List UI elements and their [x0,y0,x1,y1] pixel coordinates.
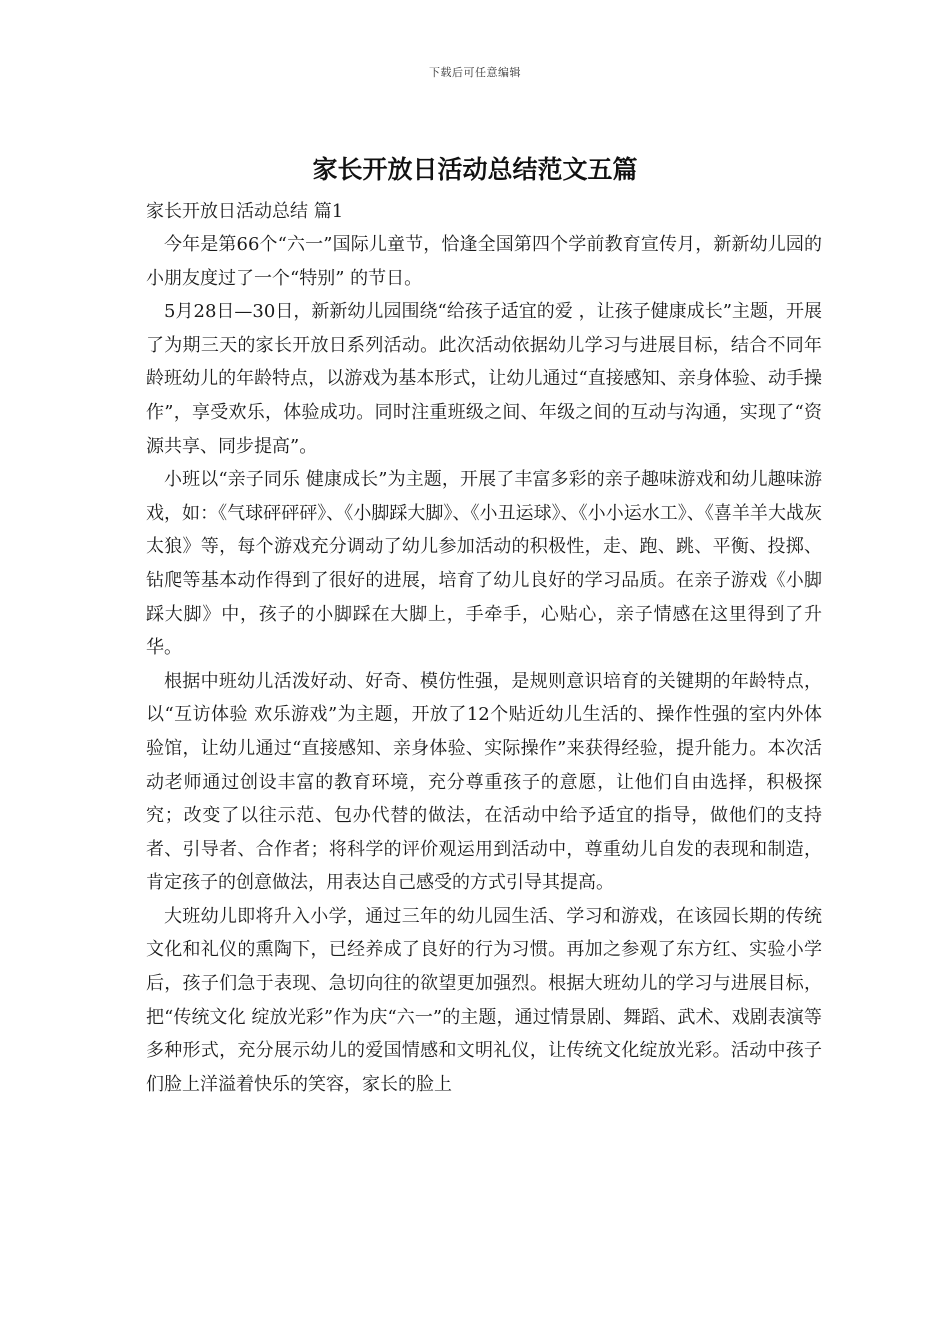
paragraph: 5月28日—30日，新新幼儿园围绕“给孩子适宜的爱 ，让孩子健康成长”主题，开展了为期三天的家长开放日系列活动。此次活动依据幼儿学习与进展目标，结合不同年龄班幼儿的年龄特点，以游戏为基本形式，让幼儿通过“直接感知、亲身体验、动手操作”，享受欢乐，体验成功。同时注重班级之间、年级之间的互动与沟通，实现了“资源共享、同步提高”。 [146,301,822,457]
paragraph: 今年是第66个“六一”国际儿童节，恰逢全国第四个学前教育宣传月，新新幼儿园的小朋友度过了一个“特别” 的节日。 [146,234,822,289]
paragraph: 根据中班幼儿活泼好动、好奇、模仿性强，是规则意识培育的关键期的年龄特点，以“互访体验 欢乐游戏”为主题，开放了12个贴近幼儿生活的、操作性强的室内外体验馆，让幼儿通过“直接感知、亲身体验、实际操作”来获得经验，提升能力。本次活动老师通过创设丰富的教育环境，充分尊重孩子的意愿，让他们自由选择，积极探究；改变了以往示范、包办代替的做法，在活动中给予适宜的指导，做他们的支持者、引导者、合作者；将科学的评价观运用到活动中，尊重幼儿自发的表现和制造，肯定孩子的创意做法，用表达自己感受的方式引导其提高。 [146,670,822,894]
section-heading: 家长开放日活动总结 篇1 [146,201,344,222]
paragraph: 小班以“亲子同乐 健康成长”为主题，开展了丰富多彩的亲子趣味游戏和幼儿趣味游戏，如：《气球砰砰砰》、《小脚踩大脚》、《小丑运球》、《小小运水工》、《喜羊羊大战灰太狼》等，每个游戏充分调动了幼儿参加活动的积极性，走、跑、跳、平衡、投掷、钻爬等基本动作得到了很好的进展，培育了幼儿良好的学习品质。在亲子游戏《小脚踩大脚》中，孩子的小脚踩在大脚上，手牵手，心贴心，亲子情感在这里得到了升华。 [146,469,822,659]
header-note: 下载后可任意编辑 [429,66,521,79]
paragraph: 大班幼儿即将升入小学，通过三年的幼儿园生活、学习和游戏，在该园长期的传统文化和礼仪的熏陶下，已经养成了良好的行为习惯。再加之参观了东方红、实验小学后，孩子们急于表现、急切向往的欲望更加强烈。根据大班幼儿的学习与进展目标，把“传统文化 绽放光彩”作为庆“六一”的主题，通过情景剧、舞蹈、武术、戏剧表演等多种形式，充分展示幼儿的爱国情感和文明礼仪，让传统文化绽放光彩。活动中孩子们脸上洋溢着快乐的笑容，家长的脸上 [146,905,822,1095]
document-body [146,196,822,1101]
document-title: 家长开放日活动总结范文五篇 [312,155,638,184]
